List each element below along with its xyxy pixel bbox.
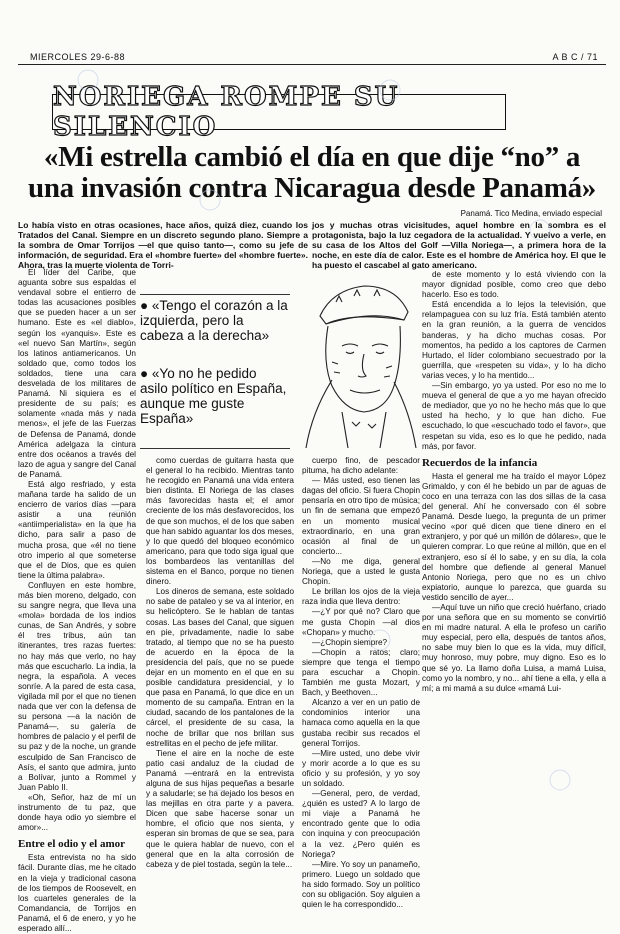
quote-rule-bottom [140, 448, 290, 449]
banner-title: NORIEGA ROMPE SU SILENCIO [53, 82, 400, 142]
section-banner [52, 82, 506, 142]
column-3 [302, 456, 420, 910]
paragraph: El líder del Caribe, que aguanta sobre sus espaldas el vendaval sobre el entierro de todas las acusaciones posibles que se pueden hacer a un ser humano. Este es «el diablo», según los «yanquis». Este es «el nuevo San Martín», según los latinos antiamericanos. Un soldado que, como todos los soldados, tiene una cara desvelada de los militares de Panamá. Ni siquiera es el presidente de su país; es solamente «nada más y nada menos», el jefe de las Fuerzas de Defensa de Panamá, donde América adelgaza la cintura entre dos océanos a través del lazo de agua y sangre del Canal de Panamá. [18, 268, 136, 479]
headline [22, 142, 602, 204]
paragraph: cuerpo fino, de pescador pituma, ha dicho adelante: [302, 456, 420, 476]
headline-line-1: «Mi estrella cambió el día en que dije “no” a [43, 141, 581, 173]
pull-quote-2-text: «Yo no he pedido asilo político en España, aunque me guste España» [140, 366, 287, 426]
paragraph: Está algo resfriado, y esta mañana tarde ha salido de un encierro de varios días —para asistir a una reunión «antiimperialista» en la que ha dicho, para salir a paso de mucha prosa, que «él no tiene otro imperio al que someterse que el de Dios, que es quien tiene la última palabra». [18, 479, 136, 580]
paragraph: Esta entrevista no ha sido fácil. Durante días, me he citado en la vieja y tradicional casona de los tiempos de Roosevelt, en los cuarteles generales de la Comandancia, de Torrijos en Panamá, el 6 de enero, y yo he esperado allí... [18, 853, 136, 933]
paragraph: —Mire. Yo soy un panameño, primero. Luego un soldado que ha sido formado. Soy un político con su obligación. Soy alguien a quien le ha correspondido... [302, 859, 420, 910]
pull-quote-2 [140, 366, 288, 426]
header-rule [18, 64, 606, 65]
noriega-portrait-illustration [292, 262, 420, 452]
paragraph: Los dineros de semana, este soldado no sabe de pataleo y se va al interior, en su helicóptero. Se le hablan de tantas cosas. Las bases del Canal, que siguen en pie, privadamente, nadie lo sabe tratado, al tiempo que no se ha puesto de acuerdo en la época de la presidencia del país, que no se puede dejar en un momento en el que en su posible candidatura presidencial, y lo que pasa en Panamá, lo que dice en un momento de su campaña. Entran en la ciudad, sacando de los pantalones de la cárcel, el presidente de su casa, la noche de brillar que nos brillan sus estrellitas en el pecho de jefe militar. [146, 587, 294, 748]
paragraph: Está encendida a lo lejos la televisión, que relampaguea con su luz fría. Está también atento en la gran reunión, a la guerra de vencidos banderas, y ha dicho muchas cosas. Por momentos, ha pedido a los captores de Carmen Hurtado, el líder colombiano secuestrado por la guerrilla, que «respeten su vida», y lo ha dicho varias veces, y lo ha mentido... [422, 300, 606, 380]
paragraph: —Mire usted, uno debe vivir y morir acorde a lo que es su oficio y su profesión, y yo soy un soldado. [302, 748, 420, 788]
paragraph: — Más usted, eso tienen las dagas del oficio. Si fuera Chopin pensaría en otro tipo de música; un fin de semana que empezó en un momento musical extraordinario, en una gran ocasión al final de un concierto... [302, 476, 420, 556]
paragraph: —Aquí tuve un niño que creció huérfano, criado por una señora que en su momento se convirtió en mi madre natural. A ella le profeso un cariño muy especial, pero ella, después de tantos años, no sabe muy bien lo que es la vida, muy difícil, muy honroso, muy pobre, muy digno. Eso es lo que sé yo. La llamo doña Luisa, a mamá Luisa, como yo la nombro, y no... ahí tiene a ella, y ella a mí; a mi mamá a su dulce «mamá Lui- [422, 603, 606, 693]
quote-rule-top [140, 294, 290, 295]
headline-line-2: una invasión contra Nicaragua desde Panamá» [28, 172, 596, 204]
byline: Panamá. Tico Medina, enviado especial [460, 209, 602, 218]
quote-bullet: ● [140, 366, 149, 381]
column-2 [146, 456, 294, 869]
column-4 [422, 270, 606, 834]
paragraph: —No me diga, general Noriega, que a usted le gusta Chopin. [302, 556, 420, 587]
paragraph: —Sin embargo, yo ya usted. Por eso no me lo mueva el general de que a yo me hayan ofrecido de mediador, que yo no he hecho más que lo que usted ha hecho, y lo que han dicho. Fue escuchado, lo que «escuchado todo el favor», que respetan su vida, eso es lo que he pedido, nada más, por favor. [422, 381, 606, 451]
lead-paragraph-left: Lo había visto en otras ocasiones, hace años, quizá diez, cuando los Tratados del Canal. Siempre en un discreto segundo plano. Siempre a la sombra de Omar Torrijos —el que quiso tanto—, como su jefe de información, de seguridad. Era el «hombre fuerte» del «hombre fuerte». Ahora, tras la muerte violenta de Torri- [18, 220, 308, 270]
page-number: A B C / 71 [552, 52, 598, 62]
paragraph: Hasta el general me ha traído el mayor López Grimaldo, y con él he bebido un par de aguas de coco en una terraza con las dos sillas de la casa del general. Ahí he conversado con él sobre Panamá. Desde luego, la pregunta de un primer vecino «por qué dicen que tiene dinero en el extranjero, y por qué un millón de dólares», que le quieren comprar. Lo que reúne al millón, que en el extranjero, eso sí él lo sabe, y en su día, la cola del hombre que defiende al general Manuel Antonio Noriega, pero que no es un chivo expiatorio, aunque lo parezca, que guarda su vestido sencillo de ayer... [422, 471, 606, 602]
paragraph: —General, pero, de verdad, ¿quién es usted? A lo largo de mi viaje a Panamá he encontrado gente que lo odia con inquina y con preocupación a la vez. ¿Pero quién es Noriega? [302, 789, 420, 859]
paragraph: —¿Chopin siempre? [312, 637, 388, 647]
paragraph: —¿Y por qué no? Claro que me gusta Chopin —al dios «Chopan» y mucho. [302, 607, 420, 637]
column-1 [18, 268, 136, 933]
subheading-recuerdos: Recuerdos de la infancia [422, 456, 538, 469]
paragraph: de este momento y lo está viviendo con la mayor dignidad posible, como creo que debo hacerlo. Eso es todo. [422, 270, 606, 300]
paragraph: Alcanzo a ver en un patio de condominios interior una hamaca como aquella en la que gustaba recibir sus recados el general Torrijos. [302, 698, 420, 748]
paragraph: como cuerdas de guitarra hasta que el general lo ha recibido. Mientras tanto he recogido en Panamá una vida entera bien distinta. El Noriega de las clases más favorecidas hasta el; el amor creciente de los más desfavorecidos, los de que son muchos, el de los que saben que han sabido aguantar los dos meses, y lo que quedó del bloqueo económico americano, para que todo siga igual que los bombardeos las ventanillas del sistema en el Banco, porque no tienen dinero. [146, 456, 294, 587]
paragraph: —Chopin a ratos; claro; siempre que tenga el tiempo para escuchar a Chopin. También me gusta Mozart, y Bach, y Beethoven... [302, 647, 420, 698]
page-date: MIERCOLES 29-6-88 [30, 52, 126, 62]
quote-bullet: ● [140, 298, 149, 313]
paragraph: Le brillan los ojos de la vieja raza india que lleva dentro: [302, 587, 420, 607]
subheading-odio-amor: Entre el odio y el amor [18, 838, 126, 851]
pull-quote-1-text: «Tengo el corazón a la izquierda, pero la cabeza a la derecha» [140, 298, 288, 343]
pull-quote-1 [140, 298, 288, 343]
paragraph: Tiene el aire en la noche de este patio casi andaluz de la ciudad de Panamá —entrará en la entrevista alguna de sus hijas pequeñas a besarle y a saludarle; se ha dejado los besos en las mejillas en otra parte y a pavera. Dicen que sabe hacerse sonar un hombre, el oficio que nos sienta, y esperan sin bromas de que se sea, para que le quiera hablar de nuevo, con el general que en la alta corrosión de cabeza y de piel tostada, según la tele... [146, 748, 294, 869]
paragraph: «Oh, Señor, haz de mí un instrumento de tu paz, que donde haya odio yo siembre el amor»... [18, 792, 136, 833]
lead-paragraph-right: jos y muchas otras vicisitudes, aquel hombre en la sombra es el protagonista, bajo la luz cegadora de la actualidad. Y vuelvo a verle, en su casa de los Altos del Golf —Villa Noriega—, a primera hora de la noche, en este día de calor. Este es el hombre de América hoy. El que le ha puesto el cascabel al gato americano. [312, 220, 606, 270]
paragraph: Confluyen en este hombre, más bien moreno, delgado, con su sangre negra, que lleva una «mola» bordada de los indios cunas, de San Andrés, y sobre él tres tribus, aún tan itinerantes, tres razas fuertes: no hay más que verlo, no hay más que escucharlo. La india, la negra, la española. A veces sonríe. A la pared de esta casa, vigilada mil por el que no tienen nada que ver con la defensa de su persona —a la nación de Panamá—, su galería de hombres de palacio y el perfil de su paz y de la noche, un grande esculpido de San Francisco de Asís, el santo que admira, junto a Bolívar, junto a Rommel y Juan Pablo II. [18, 580, 136, 792]
